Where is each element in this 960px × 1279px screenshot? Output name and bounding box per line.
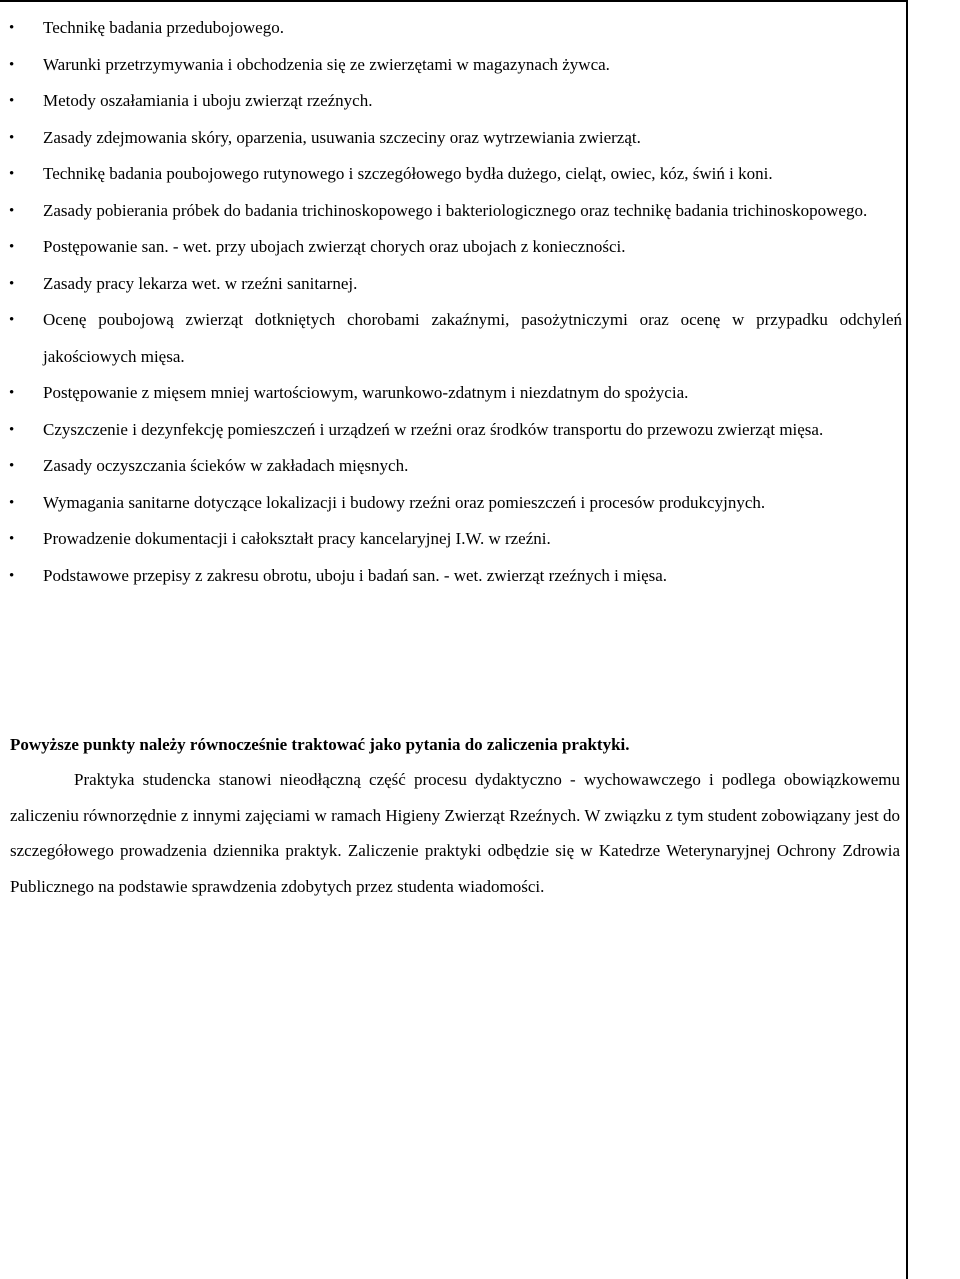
bullet-icon: • — [9, 20, 15, 36]
list-item — [0, 485, 960, 522]
list-item-text: Zasady zdejmowania skóry, oparzenia, usuwania szczeciny oraz wytrzewiania zwierząt. — [43, 127, 641, 147]
list-item — [0, 83, 960, 120]
list-item-text: Wymagania sanitarne dotyczące lokalizacji i budowy rzeźni oraz pomieszczeń i procesów produkcyjnych. — [43, 492, 766, 512]
bullet-icon: • — [9, 56, 15, 73]
bullet-icon: • — [9, 202, 15, 219]
bullet-icon: • — [9, 93, 15, 109]
list-item-text: Zasady oczyszczania ścieków w zakładach mięsnych. — [43, 456, 409, 475]
list-item-text: Metody oszałamiania i uboju zwierząt rzeźnych. — [43, 91, 373, 110]
list-item — [0, 120, 960, 157]
bullet-icon: • — [9, 494, 15, 511]
list-item — [0, 229, 960, 266]
list-item — [0, 521, 960, 558]
list-item — [0, 448, 960, 485]
bullet-icon: • — [9, 275, 15, 292]
practice-description-paragraph: Praktyka studencka stanowi nieodłączną część procesu dydaktyczno - wychowawczego i podlega obowiązkowemu zaliczeniu równorzędnie z innymi zajęciami w ramach Higieny Zwierząt Rzeźnych. W związku z tym student zobowiązany jest do szczegółowego prowadzenia dziennika praktyk. Zaliczenie praktyki odbędzie się w Katedrze Weterynaryjnej Ochrony Zdrowia Publicznego na podstawie sprawdzenia zdobytych przez studenta wiadomości. — [10, 770, 900, 896]
list-item-text: Zasady pobierania próbek do badania trichinoskopowego i bakteriologicznego oraz technikę badania trichinoskopowego. — [43, 200, 868, 220]
list-item — [0, 156, 960, 193]
list-item — [0, 375, 960, 412]
bullet-icon: • — [9, 239, 15, 255]
list-item — [0, 558, 960, 595]
list-item-text: Zasady pracy lekarza wet. w rzeźni sanitarnej. — [43, 273, 358, 293]
exam-note-heading: Powyższe punkty należy równocześnie traktować jako pytania do zaliczenia praktyki. — [10, 735, 630, 754]
list-item — [0, 412, 960, 449]
list-item-text: Czyszczenie i dezynfekcję pomieszczeń i urządzeń w rzeźni oraz środków transportu do przewozu zwierząt mięsa. — [43, 419, 824, 439]
list-item-text: Ocenę poubojową zwierząt dotkniętych chorobami zakaźnymi, pasożytniczymi oraz ocenę w przypadku odchyleń jakościowych mięsa. — [43, 310, 902, 366]
bullet-icon: • — [9, 531, 15, 547]
bullet-icon: • — [9, 567, 15, 584]
bullet-icon: • — [9, 312, 15, 328]
list-item — [0, 266, 960, 303]
list-item — [0, 193, 960, 230]
list-item-text: Technikę badania poubojowego rutynowego i szczegółowego bydła dużego, cieląt, owiec, kóz, świń i koni. — [43, 164, 773, 183]
bullet-icon: • — [9, 166, 15, 182]
requirements-list — [0, 10, 960, 594]
list-item-text: Postępowanie z mięsem mniej wartościowym, warunkowo-zdatnym i niezdatnym do spożycia. — [43, 383, 689, 402]
bullet-icon: • — [9, 129, 15, 146]
list-item-text: Warunki przetrzymywania i obchodzenia się ze zwierzętami w magazynach żywca. — [43, 54, 610, 74]
list-item-text: Prowadzenie dokumentacji i całokształt pracy kancelaryjnej I.W. w rzeźni. — [43, 529, 551, 548]
list-item — [0, 302, 960, 375]
list-item — [0, 10, 960, 47]
bullet-icon: • — [9, 421, 15, 438]
list-item-text: Podstawowe przepisy z zakresu obrotu, uboju i badań san. - wet. zwierząt rzeźnych i mięsa. — [43, 565, 668, 585]
list-item-text: Technikę badania przedubojowego. — [43, 18, 284, 37]
bullet-icon: • — [9, 458, 15, 474]
bullet-icon: • — [9, 385, 15, 401]
list-item — [0, 47, 960, 84]
list-item-text: Postępowanie san. - wet. przy ubojach zwierząt chorych oraz ubojach z konieczności. — [43, 237, 626, 256]
